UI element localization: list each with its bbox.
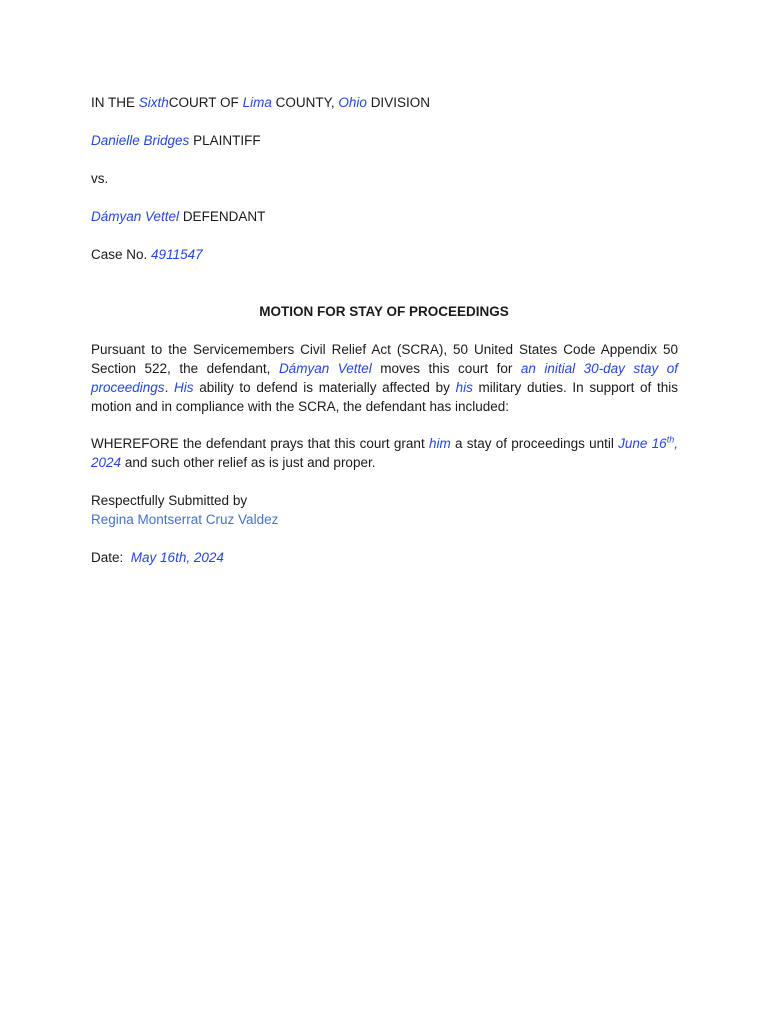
plaintiff-line: [91, 131, 261, 150]
p1-text-c: .: [164, 380, 169, 395]
county-word: COUNTY,: [275, 95, 335, 110]
case-label: Case No.: [91, 247, 148, 262]
p2-text-c: and such other relief as is just and proper.: [124, 455, 376, 470]
court-caption-line: [91, 93, 430, 112]
versus-line: vs.: [91, 171, 109, 186]
plaintiff-name: Danielle Bridges: [91, 133, 190, 148]
motion-paragraph: [91, 340, 678, 416]
p2-date-superscript: th: [666, 434, 675, 445]
signer-name: Regina Montserrat Cruz Valdez: [91, 512, 279, 527]
date-value: May 16th, 2024: [130, 550, 224, 565]
state-name: Ohio: [338, 95, 367, 110]
county-name: Lima: [242, 95, 272, 110]
p2-text-a: WHEREFORE the defendant prays that this court grant: [91, 436, 425, 451]
plaintiff-label: PLAINTIFF: [193, 133, 261, 148]
date-line: [91, 548, 224, 567]
p1-defendant-name: Dámyan Vettel: [278, 361, 372, 376]
wherefore-paragraph: [91, 434, 678, 472]
p2-text-b: a stay of proceedings until: [455, 436, 614, 451]
court-prefix: IN THE: [91, 95, 136, 110]
case-number: 4911547: [151, 247, 203, 262]
case-number-line: [91, 245, 203, 264]
p2-pronoun-him: him: [428, 436, 451, 451]
p1-text-b: moves this court for: [380, 361, 513, 376]
defendant-name: Dámyan Vettel: [91, 209, 180, 224]
p1-pronoun-his-2: his: [455, 380, 473, 395]
division-word: DIVISION: [370, 95, 430, 110]
p2-date-part-2: , 2024: [91, 436, 678, 470]
p1-text-d: ability to defend is materially affected by: [199, 380, 450, 395]
p1-stay-term: an initial 30-day stay of proceedings: [91, 361, 678, 395]
submitted-by-label: Respectfully Submitted by: [91, 493, 248, 508]
court-number: Sixth: [138, 95, 169, 110]
court-mid: COURT OF: [168, 95, 239, 110]
motion-title: MOTION FOR STAY OF PROCEEDINGS: [259, 304, 509, 319]
defendant-line: [91, 207, 265, 226]
date-label: Date:: [91, 550, 124, 565]
p1-pronoun-his: His: [174, 380, 194, 395]
p2-date-part-1: June 16: [618, 436, 667, 451]
p1-text-e: military duties. In support of this motion and in compliance with the SCRA, the defendant has included:: [91, 380, 678, 414]
p1-text-a: Pursuant to the Servicemembers Civil Relief Act (SCRA), 50 United States Code Appendix 50 Section 522, the defendant,: [91, 342, 678, 376]
defendant-label: DEFENDANT: [182, 209, 266, 224]
